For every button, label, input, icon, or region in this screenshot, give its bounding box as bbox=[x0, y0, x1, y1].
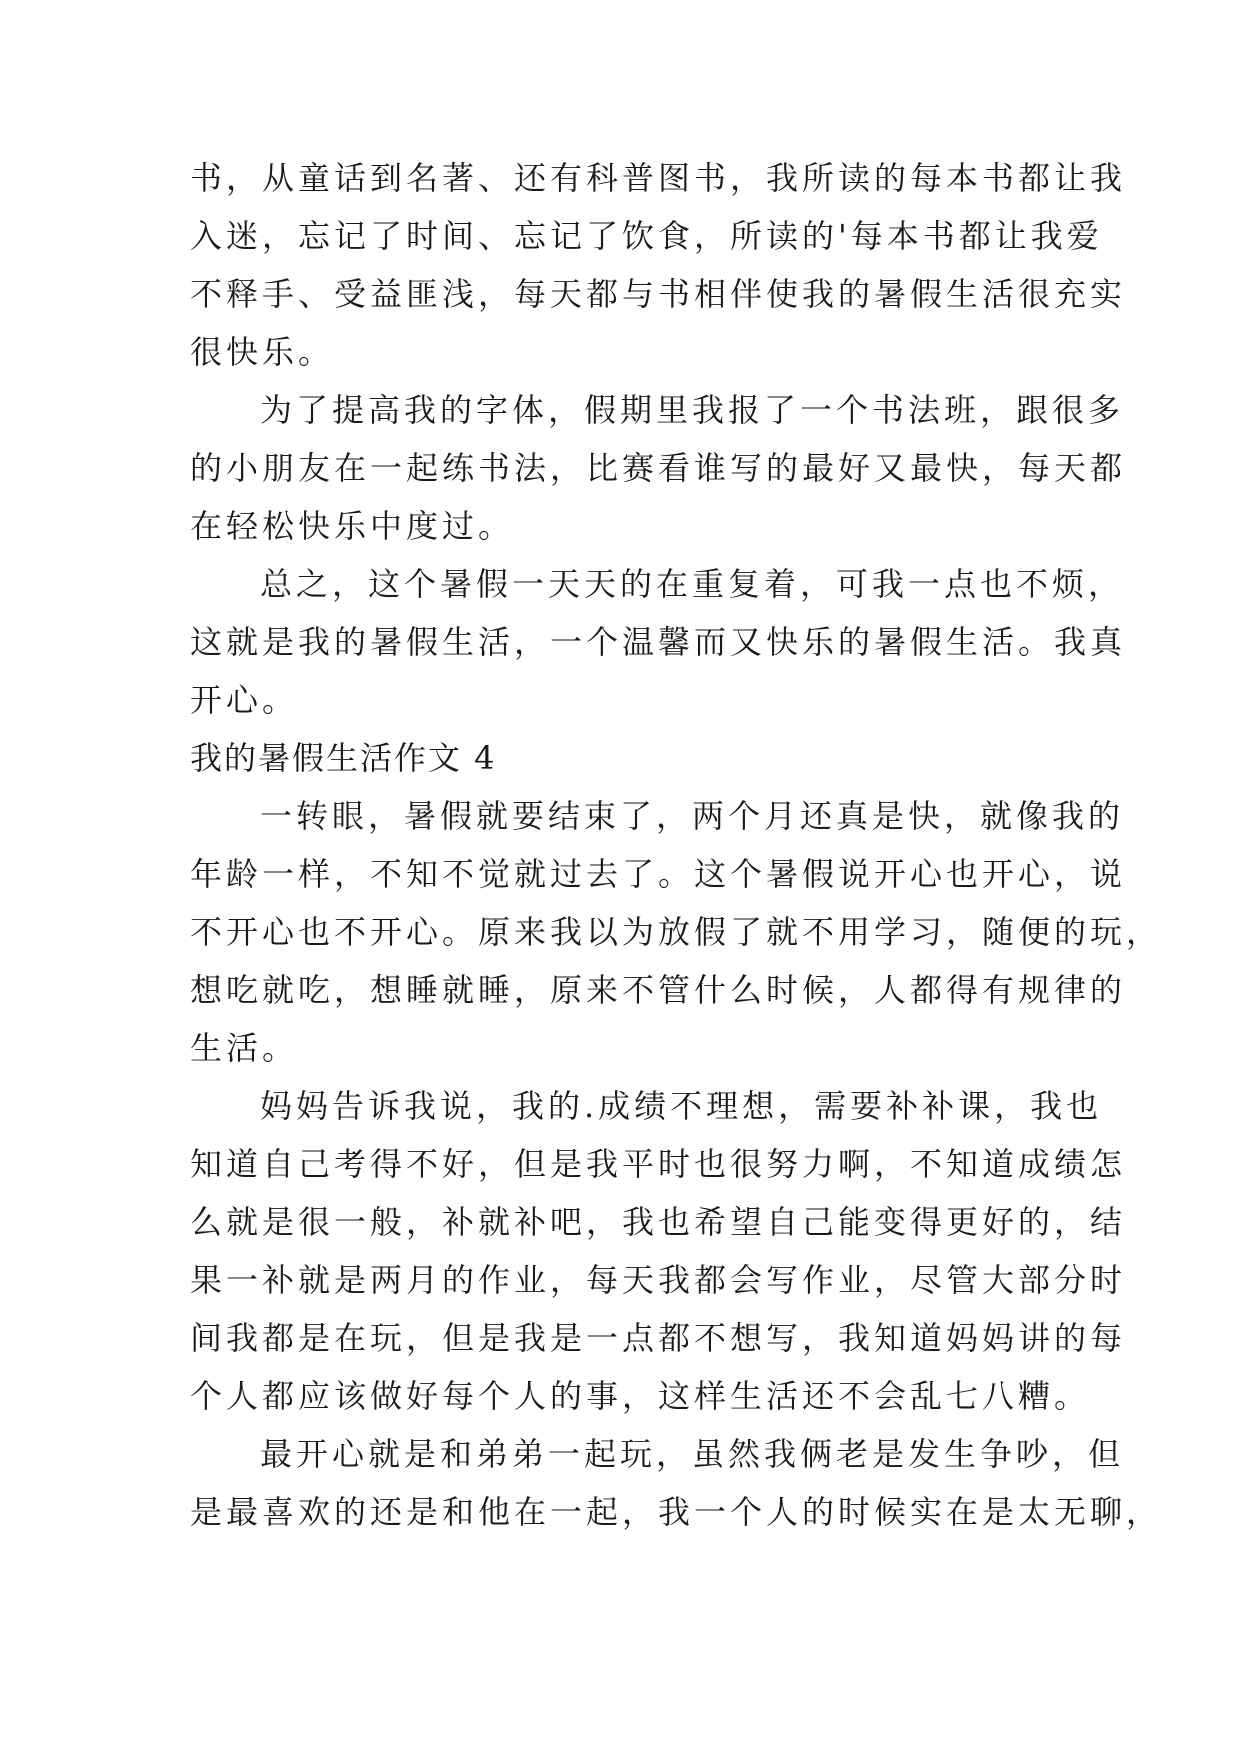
text-line: 知道自己考得不好，但是我平时也很努力啊，不知道成绩怎 bbox=[190, 1145, 1127, 1183]
text-line: 不释手、受益匪浅，每天都与书相伴使我的暑假生活很充实 bbox=[190, 275, 1127, 313]
text-line: 是最喜欢的还是和他在一起，我一个人的时候实在是太无聊， bbox=[190, 1493, 1163, 1531]
text-line: 入迷，忘记了时间、忘记了饮食，所读的'每本书都让我爱 bbox=[190, 217, 1103, 255]
text-line: 个人都应该做好每个人的事，这样生活还不会乱七八糟。 bbox=[190, 1377, 1091, 1415]
text-line: 开心。 bbox=[190, 681, 299, 719]
text-line: 年龄一样，不知不觉就过去了。这个暑假说开心也开心，说 bbox=[190, 855, 1127, 893]
paragraph-start-line: 一转眼，暑假就要结束了，两个月还真是快，就像我的 bbox=[260, 797, 1125, 835]
text-line: 生活。 bbox=[190, 1029, 299, 1067]
document-page bbox=[190, 159, 1163, 1552]
paragraph-start-line: 为了提高我的字体，假期里我报了一个书法班，跟很多 bbox=[260, 391, 1125, 429]
paragraph-start-line: 总之，这个暑假一天天的在重复着，可我一点也不烦， bbox=[260, 565, 1125, 603]
text-line: 这就是我的暑假生活，一个温馨而又快乐的暑假生活。我真 bbox=[190, 623, 1127, 661]
paragraph-start-line: 妈妈告诉我说，我的.成绩不理想，需要补补课，我也 bbox=[260, 1087, 1103, 1125]
text-line: 在轻松快乐中度过。 bbox=[190, 507, 515, 545]
text-line: 不开心也不开心。原来我以为放假了就不用学习，随便的玩， bbox=[190, 913, 1163, 951]
text-line: 很快乐。 bbox=[190, 333, 335, 371]
text-line: 想吃就吃，想睡就睡，原来不管什么时候，人都得有规律的 bbox=[190, 971, 1127, 1009]
text-line: 么就是很一般，补就补吧，我也希望自己能变得更好的，结 bbox=[190, 1203, 1127, 1241]
text-line: 间我都是在玩，但是我是一点都不想写，我知道妈妈讲的每 bbox=[190, 1319, 1127, 1357]
text-line: 的小朋友在一起练书法，比赛看谁写的最好又最快，每天都 bbox=[190, 449, 1127, 487]
text-line: 书，从童话到名著、还有科普图书，我所读的每本书都让我 bbox=[190, 159, 1127, 197]
text-line: 果一补就是两月的作业，每天我都会写作业，尽管大部分时 bbox=[190, 1261, 1127, 1299]
paragraph-start-line: 最开心就是和弟弟一起玩，虽然我俩老是发生争吵，但 bbox=[260, 1435, 1125, 1473]
section-heading: 我的暑假生活作文 4 bbox=[190, 739, 497, 777]
